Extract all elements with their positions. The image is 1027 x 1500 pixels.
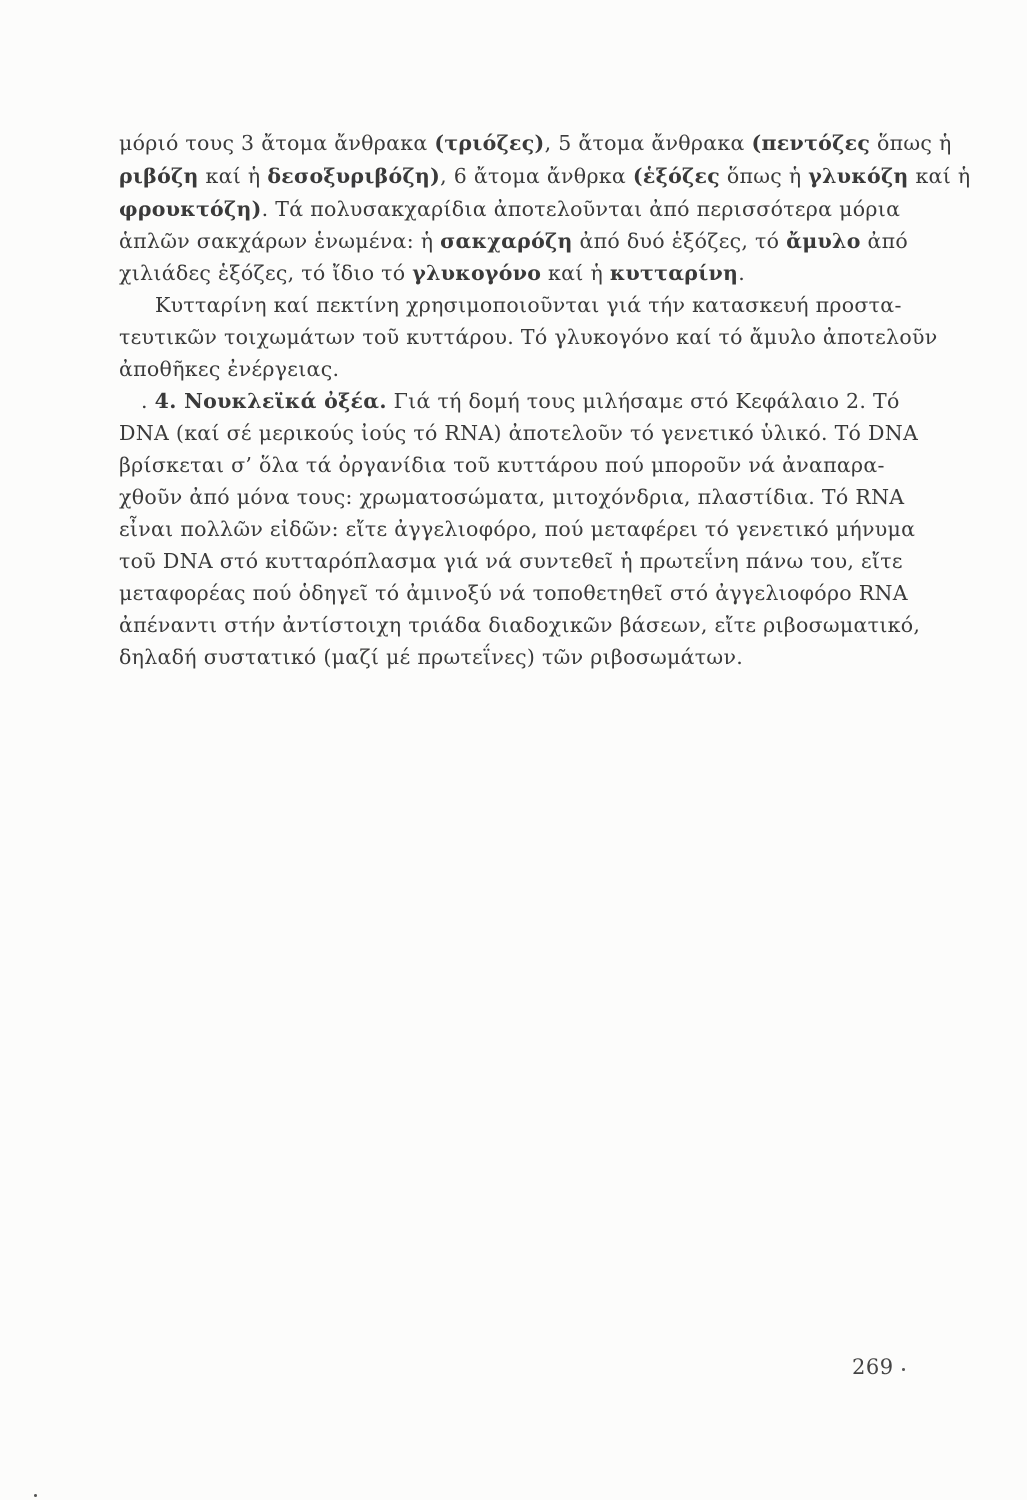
text-line: τοῦ DNA στό κυτταρόπλασμα γιά νά συντεθεῖ ἡ πρωτεΐνη πάνω του, εἴτε bbox=[119, 549, 903, 573]
text-run: . bbox=[141, 389, 155, 413]
text-line: μεταφορέας πού ὁδηγεῖ τό ἀμινοξύ νά τοποθετηθεῖ στό ἀγγελιοφόρο RNA bbox=[119, 581, 908, 605]
text-line bbox=[119, 127, 952, 159]
bold-term: γλυκογόνο bbox=[412, 261, 542, 285]
section-heading: 4. Νουκλεϊκά ὀξέα. bbox=[154, 389, 387, 413]
scan-speck bbox=[902, 1368, 905, 1371]
text-run: ὅπως ἡ bbox=[870, 131, 952, 155]
text-run: χιλιάδες ἑξόζες, τό ἴδιο τό bbox=[119, 261, 413, 285]
text-line: ἀπέναντι στήν ἀντίστοιχη τριάδα διαδοχικῶν βάσεων, εἴτε ριβοσωματικό, bbox=[119, 613, 921, 637]
text-run: καί ἡ bbox=[908, 164, 971, 188]
bold-term: ἄμυλο bbox=[786, 229, 861, 253]
text-line: δηλαδή συστατικό (μαζί μέ πρωτεΐνες) τῶν ριβοσωμάτων. bbox=[119, 645, 744, 669]
bold-term: γλυκόζη bbox=[808, 164, 909, 188]
text-run: , 6 ἄτομα ἄνθρκα bbox=[440, 164, 633, 188]
text-run: . Τά πολυσακχαρίδια ἀποτελοῦνται ἀπό περισσότερα μόρια bbox=[261, 197, 901, 221]
text-run: ὅπως ἡ bbox=[720, 164, 809, 188]
text-run: καί ἡ bbox=[541, 261, 610, 285]
text-line bbox=[119, 257, 879, 289]
bold-term: ριβόζη bbox=[119, 164, 199, 188]
text-run: , 5 ἄτομα ἄνθρακα bbox=[544, 131, 752, 155]
text-line: βρίσκεται σ’ ὅλα τά ὀργανίδια τοῦ κυττάρου πού μποροῦν νά ἀναπαρα- bbox=[119, 453, 885, 477]
text-run: ἁπλῶν σακχάρων ἑνωμένα: ἡ bbox=[119, 229, 441, 253]
text-run: ἀπό δυό ἑξόζες, τό bbox=[572, 229, 787, 253]
bold-term: κυτταρίνη bbox=[609, 261, 739, 285]
text-line bbox=[119, 193, 901, 225]
text-line: Κυτταρίνη καί πεκτίνη χρησιμοποιοῦνται γιά τήν κατασκευή προστα- bbox=[155, 293, 902, 317]
text-line: χθοῦν ἀπό μόνα τους: χρωματοσώματα, μιτοχόνδρια, πλαστίδια. Τό RNA bbox=[119, 485, 905, 509]
bold-term: (πεντόζες bbox=[751, 131, 871, 155]
text-line: ἀποθῆκες ἐνέργειας. bbox=[119, 357, 340, 381]
text-line bbox=[119, 225, 909, 257]
bold-term: δεσοξυριβόζη) bbox=[267, 164, 441, 188]
scan-speck bbox=[34, 1494, 37, 1497]
bold-term: σακχαρόζη bbox=[440, 229, 573, 253]
bold-term: (τριόζες) bbox=[434, 131, 545, 155]
text-line: DNA (καί σέ μερικούς ἰούς τό RNA) ἀποτελοῦν τό γενετικό ὑλικό. Τό DNA bbox=[119, 421, 919, 445]
bold-term: φρουκτόζη) bbox=[119, 197, 262, 221]
text-run: μόριό τους 3 ἄτομα ἄνθρακα bbox=[119, 131, 435, 155]
text-line bbox=[119, 160, 971, 192]
bold-term: (ἑξόζες bbox=[632, 164, 721, 188]
text-line bbox=[141, 385, 900, 417]
text-run: Γιά τή δομή τους μιλήσαμε στό Κεφάλαιο 2. Τό bbox=[386, 389, 900, 413]
page-number: 269 bbox=[852, 1355, 894, 1379]
text-run: ἀπό bbox=[860, 229, 909, 253]
text-run: . bbox=[738, 261, 746, 285]
text-line: τευτικῶν τοιχωμάτων τοῦ κυττάρου. Τό γλυκογόνο καί τό ἄμυλο ἀποτελοῦν bbox=[119, 325, 938, 349]
text-line: εἶναι πολλῶν εἰδῶν: εἴτε ἀγγελιοφόρο, πού μεταφέρει τό γενετικό μήνυμα bbox=[119, 517, 916, 541]
text-run: καί ἡ bbox=[198, 164, 268, 188]
